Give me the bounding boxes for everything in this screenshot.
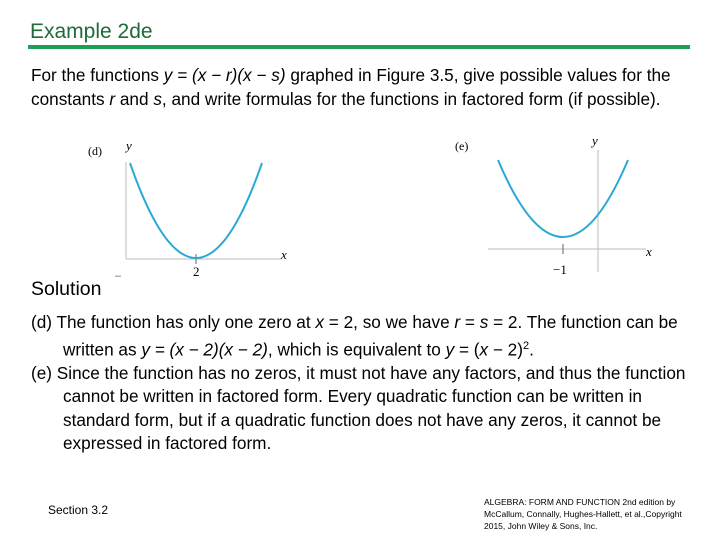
slide-title: Example 2de bbox=[30, 20, 153, 43]
graph-d bbox=[86, 135, 296, 277]
footer-section: Section 3.2 bbox=[48, 503, 109, 517]
solution-mark: – bbox=[115, 270, 122, 282]
solution-body bbox=[31, 311, 691, 456]
graph-e-y-label: y bbox=[592, 133, 598, 148]
graph-e-x-label: x bbox=[646, 244, 652, 259]
graph-d-parabola bbox=[130, 163, 262, 258]
solution-part-e: (e) Since the function has no zeros, it must not have any factors, and thus the function cannot be written in factored form. Every quadratic function can be written in standard form, but if a quadratic function does not have any zeros, it cannot be expressed in factored form. bbox=[31, 362, 686, 454]
footer-copyright: ALGEBRA: FORM AND FUNCTION 2nd edition by McCallum, Connally, Hughes-Hallett, et al.,Copyright 2015, John Wiley & Sons, Inc. bbox=[484, 497, 682, 531]
title-underline bbox=[28, 45, 690, 49]
solution-part-d: (d) The function has only one zero at x = 2, so we have r = s = 2. The function can be written as y = (x − 2)(x − 2), which is equivalent to $y = (x - 2)^2$. bbox=[31, 312, 678, 360]
graph-e bbox=[450, 132, 670, 280]
graph-d-x-label: x bbox=[281, 247, 287, 262]
graph-e-parabola bbox=[498, 160, 628, 237]
problem-statement: For the functions y = (x − r)(x − s) graphed in Figure 3.5, give possible values for the constants r and s, and write formulas for the functions in factored form (if possible). bbox=[31, 65, 671, 109]
graph-e-panel-label: (e) bbox=[455, 139, 469, 153]
graph-d-tick-label: 2 bbox=[193, 264, 200, 277]
graph-d-panel-label: (d) bbox=[88, 144, 102, 158]
solution-heading: Solution bbox=[31, 278, 102, 300]
graph-d-y-label: y bbox=[126, 138, 132, 153]
graph-e-tick-label: −1 bbox=[553, 262, 567, 277]
